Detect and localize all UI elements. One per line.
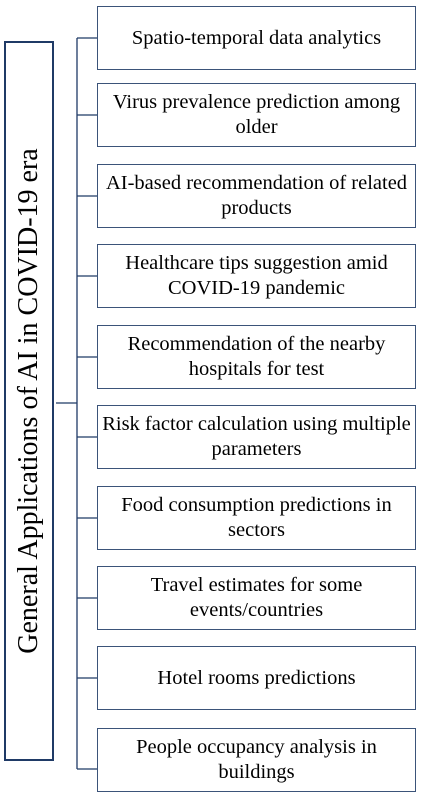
branch-label: Virus prevalence prediction among older (112, 91, 401, 138)
branch-label: People occupancy analysis in buildings (136, 736, 377, 783)
branch-label: AI-based recommendation of related products (105, 172, 408, 219)
branch-node-7 (97, 486, 416, 550)
branch-node-5 (97, 325, 416, 389)
branch-node-3 (97, 164, 416, 228)
root-node (4, 41, 54, 761)
branch-node-9 (97, 646, 416, 710)
branch-label: Spatio-temporal data analytics (131, 26, 382, 49)
branch-label: Recommendation of the nearby hospitals for test (127, 333, 386, 380)
branch-node-8 (97, 566, 416, 630)
root-label: General Applications of AI in COVID-19 era (13, 148, 44, 654)
branch-label: Risk factor calculation using multiple parameters (102, 413, 411, 460)
branch-node-10 (97, 728, 416, 792)
branch-node-1 (97, 6, 416, 70)
branch-label: Healthcare tips suggestion amid COVID-19 pandemic (125, 252, 388, 299)
branch-label: Hotel rooms predictions (157, 666, 356, 689)
branch-label: Food consumption predictions in sectors (121, 494, 392, 541)
branch-node-2 (97, 83, 416, 147)
branch-label: Travel estimates for some events/countries (150, 574, 363, 621)
branch-node-4 (97, 244, 416, 308)
branch-node-6 (97, 405, 416, 469)
